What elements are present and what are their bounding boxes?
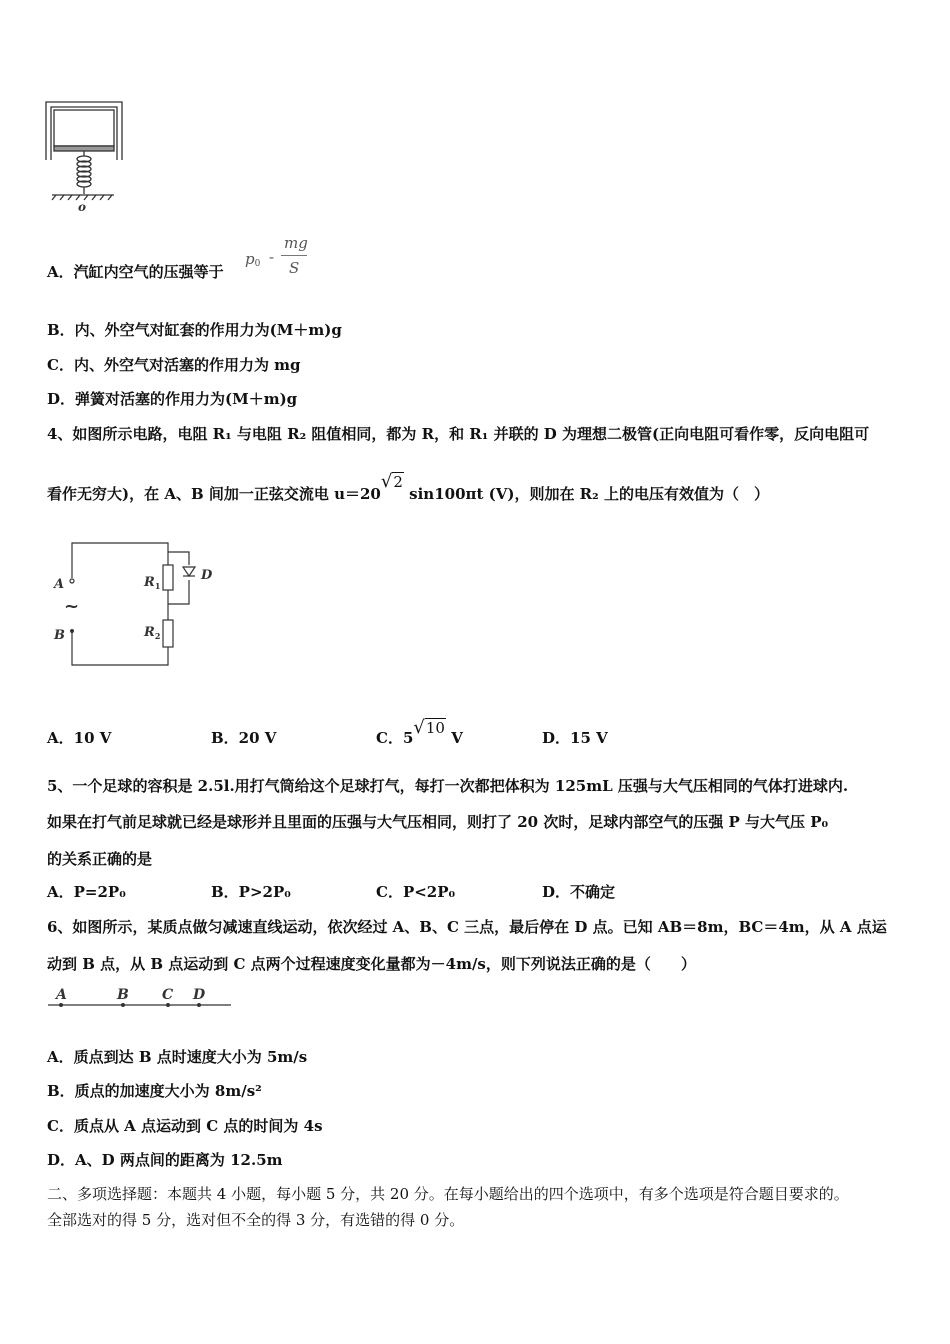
motion-line-figure [45,984,235,1012]
point-c-label: C [162,987,174,1003]
q5-stem-line1: 5、一个足球的容积是 2.5l.用打气筒给这个足球打气，每打一次都把体积为 125mL 压强与大气压相同的气体打进球内. [47,777,849,795]
q3-option-a [47,262,224,282]
q5-stem-line3: 的关系正确的是 [47,850,153,868]
sqrt-2: √2 [380,471,403,492]
point-a-label: A [56,987,67,1003]
r1-label: $R_1$ [144,575,161,591]
circuit-diagram [52,538,232,670]
q5-stem-line2: 如果在打气前足球就已经是球形并且里面的压强与大气压相同，则打了 20 次时，足球内部空气的压强 P 与大气压 P₀ [47,813,829,831]
terminal-a-label: A [54,577,65,592]
q5-option-b: B．P>2P₀ [211,883,291,901]
q4-option-a: A．10 V [47,729,112,747]
q4-stem-line1: 4、如图所示电路，电阻 R₁ 与电阻 R₂ 阻值相同，都为 R，和 R₁ 并联的 D 为理想二极管(正向电阻可看作零，反向电阻可 [47,425,870,443]
q3-option-c: C．内、外空气对活塞的作用力为 mg [47,356,301,374]
q5-option-a: A．P=2P₀ [47,883,126,901]
q4-options [47,717,927,750]
ac-source-symbol: ~ [64,596,80,617]
section2-line1: 二、多项选择题：本题共 4 小题，每小题 5 分，共 20 分。在每小题给出的四个选项中，有多个选项是符合题目要求的。 [47,1185,849,1203]
q6-stem-line2: 动到 B 点，从 B 点运动到 C 点两个过程速度变化量都为－4m/s，则下列说法正确的是（ ） [47,955,696,973]
formula-fraction-bar [281,255,307,256]
q3-option-b: B．内、外空气对缸套的作用力为(M＋m)g [47,321,342,339]
q6-stem-line1: 6、如图所示，某质点做匀减速直线运动，依次经过 A、B、C 三点，最后停在 D 点。已知 AB＝8m，BC＝4m，从 A 点运 [47,918,887,936]
formula-minus: - [269,248,275,266]
ground-label-o: o [78,200,87,214]
point-b-label: B [117,987,129,1003]
q4-option-d: D．15 V [542,729,608,747]
q6-option-a: A．质点到达 B 点时速度大小为 5m/s [47,1048,308,1066]
q3-option-a-text: A．汽缸内空气的压强等于 [47,263,224,281]
formula-denominator: S [289,259,300,277]
diode-label: D [201,568,213,583]
point-d-label: D [193,987,206,1003]
q4-option-b: B．20 V [211,729,277,747]
q6-option-c: C．质点从 A 点运动到 C 点的时间为 4s [47,1117,323,1135]
section2-line2: 全部选对的得 5 分，选对但不全的得 3 分，有选错的得 0 分。 [47,1211,465,1229]
q6-option-b: B．质点的加速度大小为 8m/s² [47,1082,262,1100]
formula-p0: $p_0$ [245,250,261,269]
q3-option-d: D．弹簧对活塞的作用力为(M＋m)g [47,390,298,408]
piston-cylinder-figure [42,98,127,216]
formula-numerator: mg [284,234,308,252]
q5-option-d: D．不确定 [542,883,616,901]
q6-option-d: D．A、D 两点间的距离为 12.5m [47,1151,283,1169]
q4-option-c: C．5√10 V [376,717,463,747]
q5-options [47,882,927,904]
q5-option-c: C．P<2P₀ [376,883,456,901]
terminal-b-label: B [54,628,65,643]
r2-label: $R_2$ [144,625,161,641]
q4-stem-line2: 看作无穷大)，在 A、B 间加一正弦交流电 u＝20√2 sin100πt (V)，则加在 R₂ 上的电压有效值为（ ） [47,471,769,503]
sqrt-10: √10 [413,717,445,738]
